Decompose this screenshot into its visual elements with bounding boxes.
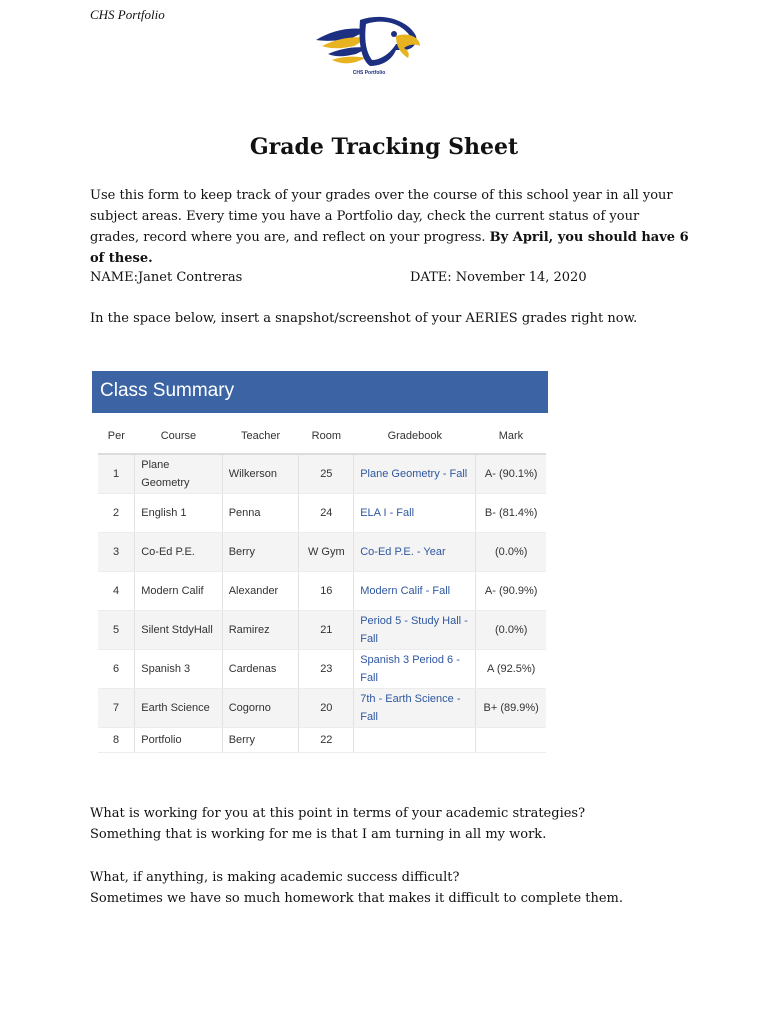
student-name: NAME:Janet Contreras (90, 270, 243, 285)
header-portfolio-label: CHS Portfolio (90, 7, 165, 22)
cell-per: 4 (98, 572, 135, 611)
cell-mark (476, 728, 546, 753)
gradebook-link[interactable]: Period 5 - Study Hall - Fall (354, 611, 476, 650)
gradebook-link[interactable]: 7th - Earth Science - Fall (354, 689, 476, 728)
cell-room: 16 (299, 572, 354, 611)
column-header-mark: Mark (476, 419, 546, 454)
cell-mark: A- (90.9%) (476, 572, 546, 611)
cell-course: Silent StdyHall (135, 611, 222, 650)
gradebook-link[interactable]: Modern Calif - Fall (354, 572, 476, 611)
cell-teacher: Ramirez (222, 611, 299, 650)
intro-text: Use this form to keep track of your grades over the course of this school year in all your subject areas. Every time you have a Portfolio day, check the current status of your grades, record where you are, and reflect on your progress. (90, 188, 673, 245)
column-header-teacher: Teacher (222, 419, 299, 454)
column-header-gradebook: Gradebook (354, 419, 476, 454)
cell-course: Earth Science (135, 689, 222, 728)
cell-per: 6 (98, 650, 135, 689)
cell-room: 22 (299, 728, 354, 753)
grades-header-row (98, 419, 546, 454)
cell-mark: (0.0%) (476, 533, 546, 572)
gradebook-link[interactable]: Co-Ed P.E. - Year (354, 533, 476, 572)
cell-mark: B+ (89.9%) (476, 689, 546, 728)
page-title: Grade Tracking Sheet (249, 134, 519, 160)
table-row (98, 572, 546, 611)
gradebook-link[interactable]: Spanish 3 Period 6 - Fall (354, 650, 476, 689)
cell-course: Co-Ed P.E. (135, 533, 222, 572)
cell-course: Portfolio (135, 728, 222, 753)
instruction-text: In the space below, insert a snapshot/screenshot of your AERIES grades right now. (90, 311, 638, 326)
cell-mark: A (92.5%) (476, 650, 546, 689)
intro-paragraph (90, 185, 690, 269)
cell-teacher: Berry (222, 533, 299, 572)
cell-room: 21 (299, 611, 354, 650)
report-date: DATE: November 14, 2020 (410, 270, 587, 285)
table-row (98, 689, 546, 728)
cell-teacher: Cogorno (222, 689, 299, 728)
column-header-per: Per (98, 419, 135, 454)
gradebook-link[interactable]: ELA I - Fall (354, 494, 476, 533)
cell-teacher: Berry (222, 728, 299, 753)
answer-difficulties: Sometimes we have so much homework that makes it difficult to complete them. (90, 891, 624, 906)
cell-mark: (0.0%) (476, 611, 546, 650)
cell-course: Plane Geometry (135, 454, 222, 494)
table-row (98, 728, 546, 753)
question-difficulties: What, if anything, is making academic success difficult? (90, 870, 460, 885)
column-header-room: Room (299, 419, 354, 454)
table-row (98, 494, 546, 533)
cell-course: Modern Calif (135, 572, 222, 611)
grades-table (98, 419, 546, 753)
cell-per: 8 (98, 728, 135, 753)
cell-per: 2 (98, 494, 135, 533)
table-row (98, 650, 546, 689)
cell-course: English 1 (135, 494, 222, 533)
cell-course: Spanish 3 (135, 650, 222, 689)
class-summary-panel (92, 371, 548, 753)
cell-per: 3 (98, 533, 135, 572)
cell-teacher: Cardenas (222, 650, 299, 689)
cell-room: W Gym (299, 533, 354, 572)
answer-strategies: Something that is working for me is that I am turning in all my work. (90, 827, 547, 842)
column-header-course: Course (135, 419, 222, 454)
cell-per: 5 (98, 611, 135, 650)
question-strategies: What is working for you at this point in terms of your academic strategies? (90, 806, 586, 821)
cell-mark: A- (90.1%) (476, 454, 546, 494)
gradebook-link[interactable] (354, 728, 476, 753)
cell-room: 20 (299, 689, 354, 728)
cell-room: 24 (299, 494, 354, 533)
cell-room: 23 (299, 650, 354, 689)
table-row (98, 611, 546, 650)
table-row (98, 533, 546, 572)
table-row (98, 454, 546, 494)
intro-bold-text: By April, you should have 6 of these. (90, 230, 689, 266)
cell-teacher: Alexander (222, 572, 299, 611)
cell-teacher: Penna (222, 494, 299, 533)
cell-mark: B- (81.4%) (476, 494, 546, 533)
cell-teacher: Wilkerson (222, 454, 299, 494)
cell-per: 1 (98, 454, 135, 494)
cell-room: 25 (299, 454, 354, 494)
cell-per: 7 (98, 689, 135, 728)
logo-caption: CHS Portfolio (352, 70, 386, 76)
gradebook-link[interactable]: Plane Geometry - Fall (354, 454, 476, 494)
class-summary-title: Class Summary (92, 371, 548, 413)
